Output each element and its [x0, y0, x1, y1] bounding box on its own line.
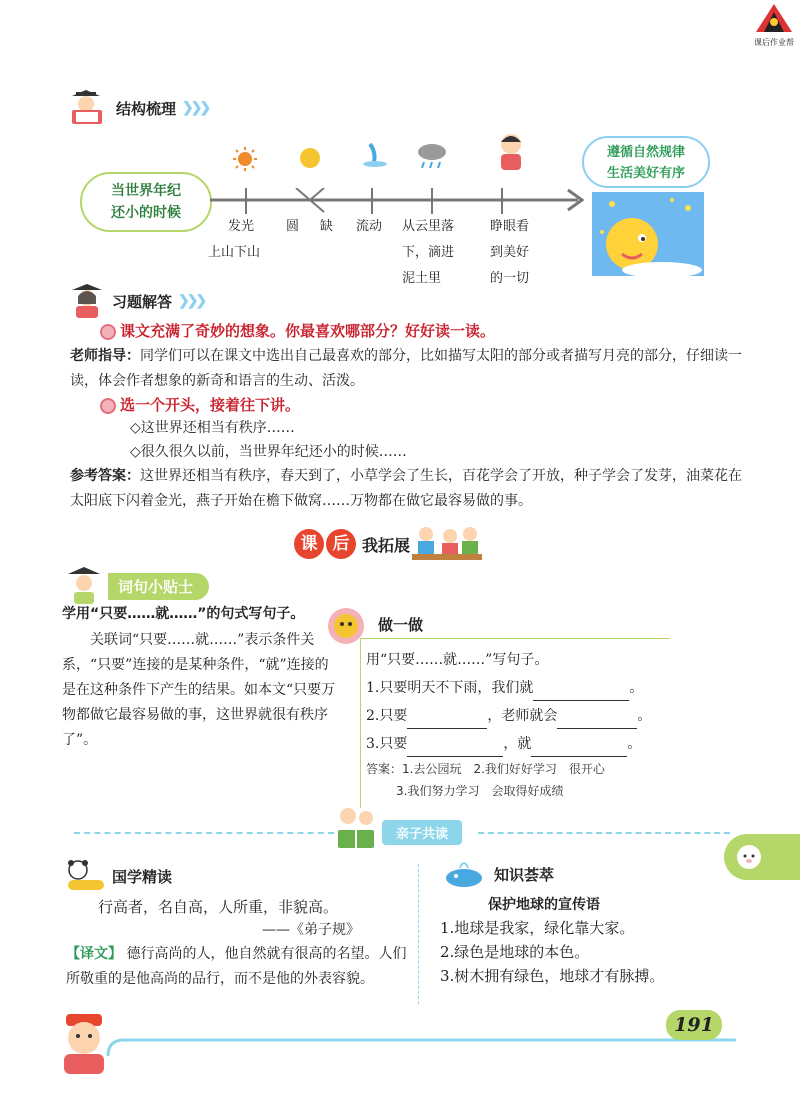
timeline-item-5 — [490, 214, 529, 292]
sentence-1-end: 。 — [629, 680, 644, 696]
timeline-item-4 — [402, 214, 454, 292]
timeline-item-5-line-2: 到美好 — [490, 245, 530, 260]
question-bullet-icon — [100, 398, 116, 414]
timeline-item-2b — [320, 214, 333, 240]
guoxue-header — [64, 858, 172, 894]
timeline-item-3-line-1: 流动 — [356, 219, 383, 234]
right-bubble — [582, 136, 710, 188]
timeline-item-3 — [356, 214, 382, 240]
sentence-3-mid: ，就 — [503, 736, 532, 752]
translation-label: 【译文】 — [66, 946, 122, 962]
sentence-2-blank-1[interactable] — [407, 728, 487, 729]
moon-icon — [298, 146, 322, 170]
knowledge-heading: 知识荟萃 — [494, 865, 555, 884]
teacher-guide — [70, 344, 742, 394]
sentence-2-start: 2.只要 — [366, 708, 408, 724]
exercise-header — [68, 282, 204, 320]
sentence-3 — [366, 732, 641, 757]
page-number-badge — [666, 1010, 722, 1040]
graduate-girl-icon — [68, 282, 106, 320]
left-bubble — [80, 172, 212, 232]
sentence-2 — [366, 704, 651, 729]
rain-cloud-icon — [416, 142, 448, 172]
option-1: ◇这世界还相当有秩序…… — [130, 420, 295, 436]
tips-heading: 词句小贴士 — [108, 573, 209, 600]
translation-text: 德行高尚的人，他自然就有很高的名望。人们所敬重的是他高尚的品行，而不是他的外表容貌。 — [66, 946, 407, 987]
divider-right — [478, 832, 730, 834]
guoxue-source: ——《弟子规》 — [262, 922, 360, 938]
right-bubble-line-2: 生活美好有序 — [606, 166, 685, 181]
page-number: 191 — [674, 1014, 714, 1036]
student-reading-icon — [68, 90, 110, 126]
sun-icon — [232, 146, 258, 172]
answer-label: 参考答案： — [70, 468, 140, 484]
left-bubble-line-1: 当世界年纪 — [111, 183, 181, 199]
kids-at-desk-icon — [412, 524, 482, 564]
knowledge-title: 保护地球的宣传语 — [488, 897, 600, 913]
timeline-item-1-line-1: 发光 — [228, 219, 255, 234]
side-tab — [724, 834, 800, 880]
exercise-heading: 习题解答 — [112, 292, 173, 311]
cartoon-face-icon — [324, 604, 368, 648]
child-icon — [495, 132, 527, 172]
timeline-item-5-line-1: 睁眼看 — [490, 219, 530, 234]
tips-panel — [62, 602, 336, 753]
after-class-banner — [294, 524, 482, 564]
sentence-2-blank-2[interactable] — [557, 728, 637, 729]
left-bubble-line-2: 还小的时候 — [111, 205, 181, 221]
timeline-item-2a — [286, 214, 299, 240]
practice-answer-2: 3.我们努力学习 会取得好成绩 — [396, 784, 564, 798]
sentence-3-end: 。 — [627, 736, 642, 752]
guoxue-translation — [66, 942, 410, 992]
question-bullet-icon — [100, 324, 116, 340]
guoxue-heading: 国学精读 — [112, 867, 173, 886]
chevron-right-icon: ❯❯❯ — [178, 293, 205, 309]
sentence-3-start: 3.只要 — [366, 736, 408, 752]
timeline-item-4-line-1: 从云里落 — [402, 219, 455, 234]
tips-header — [66, 566, 209, 606]
sentence-1-start: 1.只要明天不下雨，我们就 — [366, 680, 534, 696]
timeline-item-1-line-2: 上山下山 — [208, 245, 261, 260]
timeline-item-2-line-2: 缺 — [320, 219, 334, 234]
practice-heading: 做一做 — [378, 616, 424, 634]
answer-text: 这世界还相当有秩序，春天到了，小草学会了生长，百花学会了开放，种子学会了发芽，油菜花在太阳底下闪着金光，燕子开始在檐下做窝……万物都在做它最容易做的事。 — [70, 468, 742, 509]
night-sky-picture — [592, 192, 704, 276]
lamb-icon — [734, 842, 764, 872]
family-reading-icon — [332, 804, 380, 852]
sentence-3-blank-1[interactable] — [407, 756, 503, 757]
corner-logo — [748, 2, 800, 48]
divider-left — [74, 832, 334, 834]
structure-heading: 结构梳理 — [116, 99, 177, 118]
guide-label: 老师指导： — [70, 348, 140, 364]
timeline-item-1 — [228, 214, 254, 240]
hou-badge: 后 — [326, 529, 356, 559]
timeline-item-2-line-1: 圆 — [286, 219, 300, 234]
practice-frame-left — [360, 638, 361, 808]
timeline-item-4-line-3: 泥土里 — [402, 271, 442, 286]
option-2: ◇很久很久以前，当世界年纪还小的时候…… — [130, 444, 407, 460]
parent-child-reading-tab: 亲子共读 — [382, 820, 462, 845]
question-2-text: 选一个开头，接着往下讲。 — [120, 396, 301, 414]
reference-answer — [70, 464, 742, 514]
chevron-right-icon: ❯❯❯ — [182, 100, 209, 116]
panda-scroll-icon — [64, 858, 106, 894]
tips-text: 关联词“只要……就……”表示条件关系，“只要”连接的是某种条件，“就”连接的是在这种条件下产生的结果。如本文“只要万物都做它最容易做的事，这世界就很有秩序了”。 — [62, 632, 336, 748]
sentence-2-mid: ，老师就会 — [487, 708, 558, 724]
practice-frame — [360, 638, 670, 639]
column-divider — [418, 864, 419, 1004]
timeline-item-4-line-2: 下，滴进 — [402, 245, 455, 260]
ke-badge: 课 — [294, 529, 324, 559]
guoxue-quote: 行高者，名自高，人所重，非貌高。 — [98, 898, 339, 916]
right-bubble-line-1: 遵循自然规律 — [606, 145, 685, 160]
practice-prompt: 用“只要……就……”写句子。 — [366, 652, 549, 668]
practice-answer-1: 答案：1.去公园玩 2.我们好好学习 很开心 — [366, 762, 605, 776]
sentence-3-blank-2[interactable] — [531, 756, 627, 757]
after-class-text: 我拓展 — [362, 535, 411, 555]
question-2 — [100, 394, 740, 415]
graduate-boy-icon — [66, 566, 102, 606]
tips-title: 学用“只要……就……”的句式写句子。 — [62, 606, 305, 622]
question-1-text: 课文充满了奇妙的想象。你最喜欢哪部分？好好读一读。 — [120, 322, 496, 340]
logo-caption: 课后作业帮 — [754, 38, 794, 47]
sentence-1 — [366, 676, 643, 701]
knowledge-item-1: 1.地球是我家，绿化靠大家。 — [440, 919, 635, 937]
sentence-1-blank[interactable] — [533, 700, 629, 701]
knowledge-header — [442, 856, 554, 892]
mountain-logo-icon — [754, 2, 794, 34]
structure-header — [68, 90, 208, 126]
timeline-item-5-line-3: 的一切 — [490, 271, 530, 286]
water-icon — [360, 142, 390, 168]
timeline-item-1b — [208, 240, 260, 266]
timeline-arrow — [210, 188, 590, 218]
guide-text: 同学们可以在课文中选出自己最喜欢的部分，比如描写太阳的部分或者描写月亮的部分，仔细读一读，体会作者想象的新奇和语言的生动、活泼。 — [70, 348, 742, 389]
question-1 — [100, 320, 740, 341]
knowledge-item-3: 3.树木拥有绿色，地球才有脉搏。 — [440, 967, 665, 985]
sentence-2-end: 。 — [637, 708, 652, 724]
footer-line — [104, 1028, 740, 1058]
knowledge-item-2: 2.绿色是地球的本色。 — [440, 943, 590, 961]
whale-icon — [442, 856, 488, 892]
